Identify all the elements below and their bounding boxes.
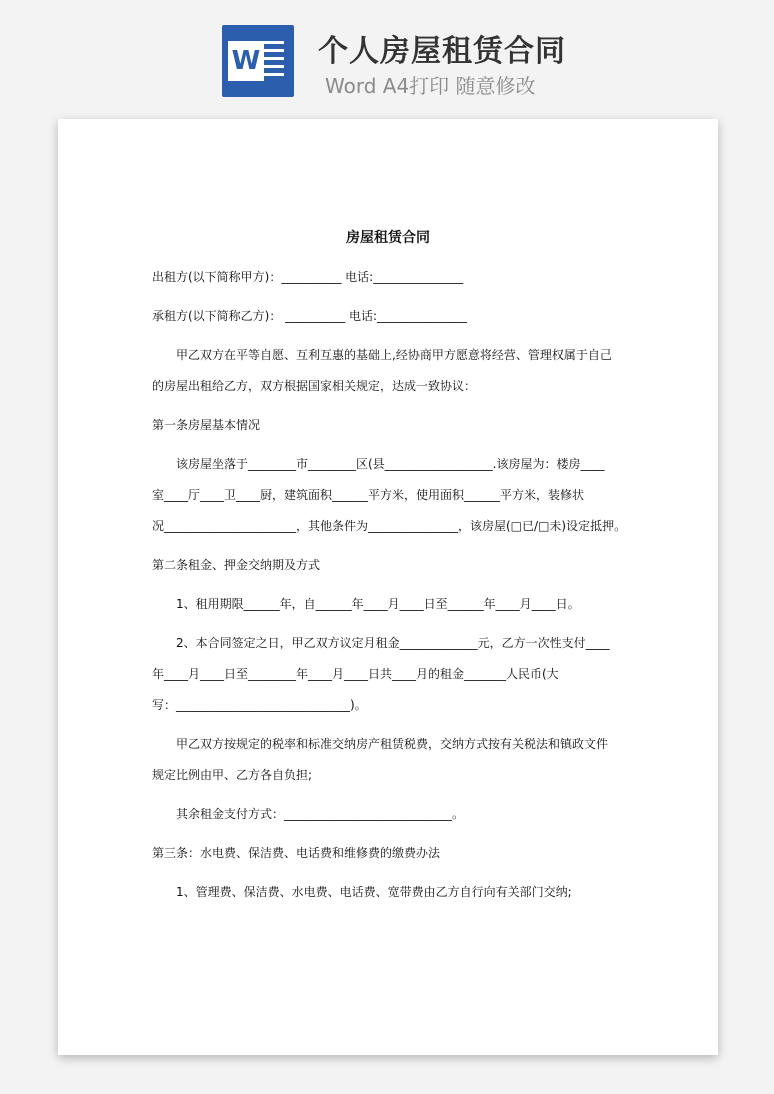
section-heading: 第二条租金、押金交纳期及方式 [152, 558, 321, 572]
paragraph-line: 的房屋出租给乙方，双方根据国家相关规定，达成一致协议： [152, 379, 477, 393]
paragraph-line: 1、租用期限______年，自______年____月____日至______年____月____日。 [176, 597, 580, 611]
paragraph-line: 甲乙双方按规定的税率和标准交纳房产租赁税费，交纳方式按有关税法和镇政文件 [176, 737, 609, 751]
paragraph-line: 其余租金支付方式：____________________________。 [176, 807, 465, 821]
word-icon [222, 25, 294, 97]
document-title: 房屋租赁合同 [346, 230, 430, 246]
section-heading: 第一条房屋基本情况 [152, 418, 261, 432]
paragraph-line: 1、管理费、保洁费、水电费、电话费、宽带费由乙方自行向有关部门交纳; [176, 885, 572, 899]
header-title: 个人房屋租赁合同 [318, 34, 566, 69]
paragraph-line: 甲乙双方在平等自愿、互利互惠的基础上,经协商甲方愿意将经营、管理权属于自己 [176, 348, 612, 362]
word-icon-lines [262, 41, 284, 83]
page-header [0, 0, 774, 120]
header-subtitle: Word A4打印 随意修改 [325, 74, 536, 98]
paragraph-line: 写：_____________________________)。 [152, 698, 367, 712]
section-heading: 第三条：水电费、保洁费、电话费和维修费的缴费办法 [152, 846, 441, 860]
lessor-line: 出租方(以下简称甲方)：__________ 电话:_______________ [152, 270, 464, 284]
paragraph-line: 2、本合同签定之日，甲乙双方议定月租金_____________元，乙方一次性支付____ [176, 636, 610, 650]
paragraph-line: 该房屋坐落于________市________区(县__________________.该房屋为：楼房____ [176, 457, 605, 471]
paragraph-line: 室____厅____卫____厨，建筑面积______平方米，使用面积______平方米，装修状 [152, 488, 585, 502]
paragraph-line: 况______________________，其他条件为_______________，该房屋(□已/□未)设定抵押。 [152, 519, 627, 533]
paragraph-line: 年____月____日至________年____月____日共____月的租金_______人民币(大 [152, 667, 559, 681]
paragraph-line: 规定比例由甲、乙方各自负担; [152, 768, 313, 782]
lessee-line: 承租方(以下简称乙方)： __________ 电话:_______________ [152, 309, 468, 323]
document-page [58, 119, 718, 1055]
word-icon-letter: W [228, 41, 264, 81]
